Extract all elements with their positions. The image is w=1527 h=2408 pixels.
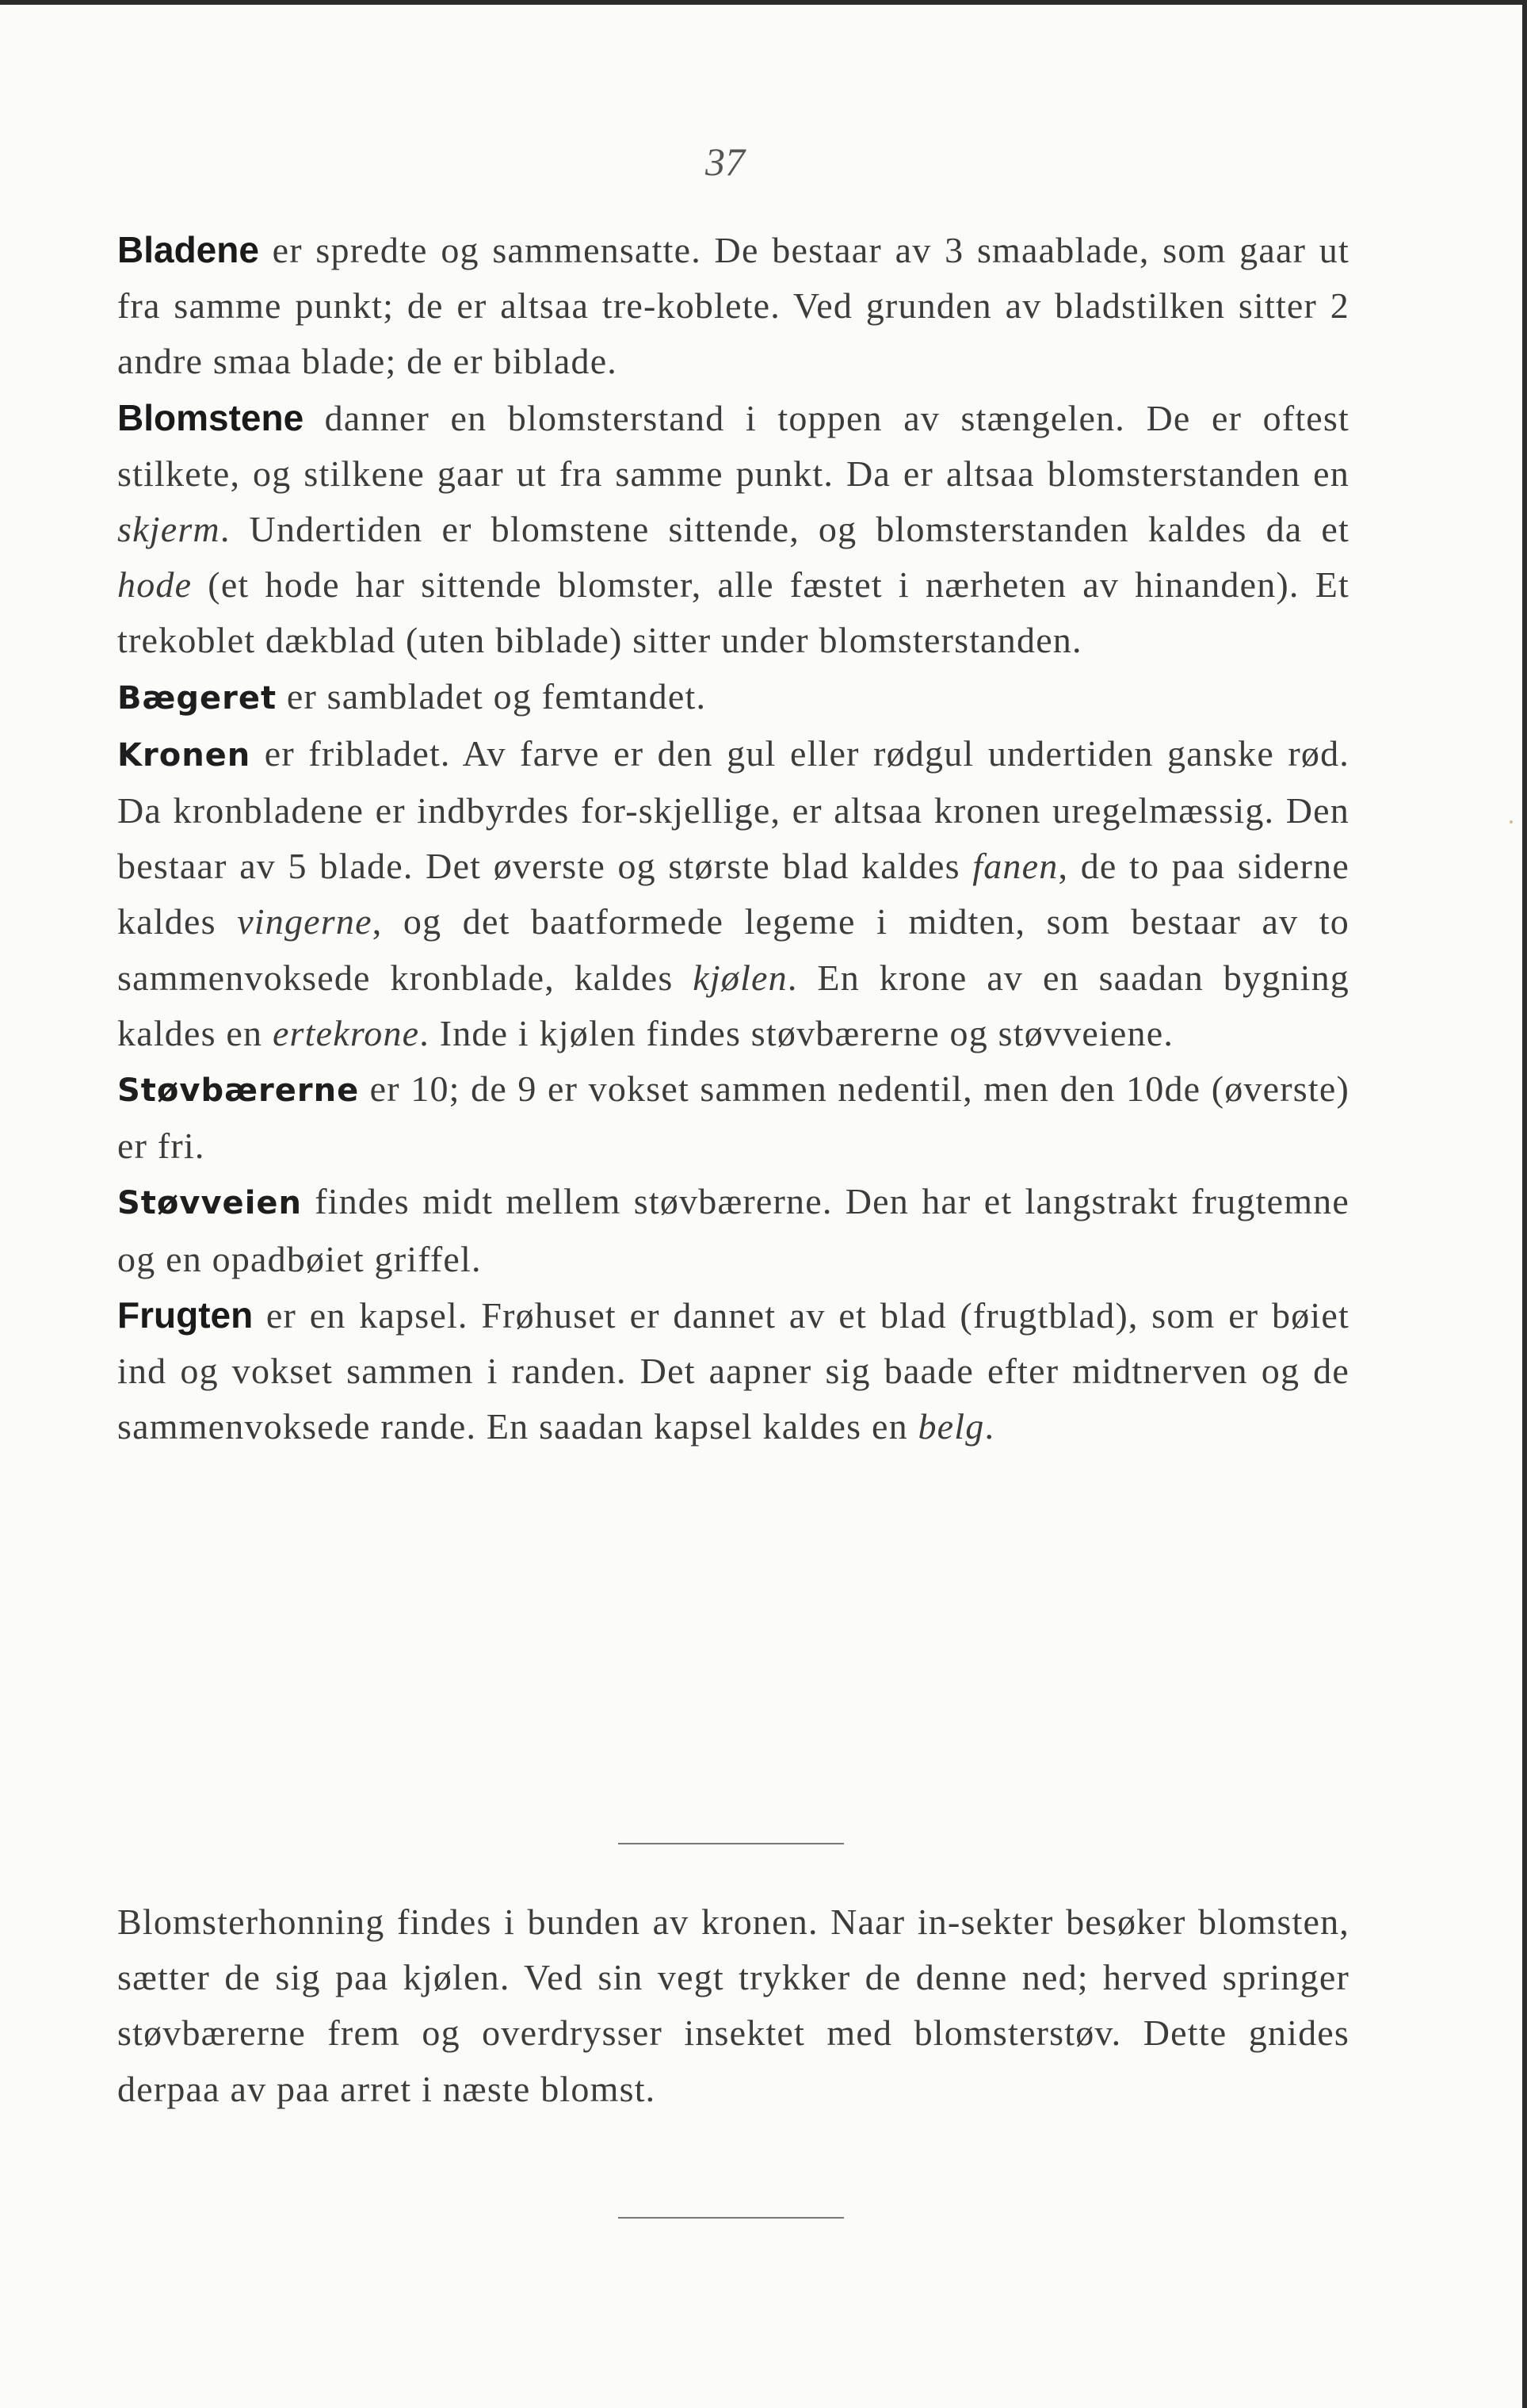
- main-text: [117, 222, 1349, 1454]
- term-fanen: fanen: [972, 846, 1059, 887]
- paragraph-blomstene: [117, 390, 1349, 669]
- keyword-frugten: Frugten: [117, 1294, 254, 1336]
- paragraph-stovveien: [117, 1174, 1349, 1286]
- term-belg: belg: [918, 1406, 985, 1447]
- end-divider: [618, 2217, 844, 2219]
- keyword-stovveien: Støvveien: [117, 1185, 303, 1222]
- keyword-stovbaererne: Støvbærerne: [117, 1072, 360, 1110]
- paragraph-text: er sambladet og femtandet.: [277, 675, 707, 717]
- paragraph-text: er spredte og sammensatte. De bestaar av 3 smaablade, som gaar ut fra samme punkt; de er altsaa tre-koblete. Ved grunden av bladstilken sitter 2 andre smaa blade; de er biblade.: [117, 230, 1349, 382]
- paragraph-text: er fribladet. Av farve er den gul eller rødgul undertiden ganske rød. Da kronbladene er indbyrdes for-skjellige, er altsaa kronen uregelmæssig. Den bestaar av 5 blade. Det øverste og største blad kaldes: [117, 732, 1349, 887]
- term-ertekrone: ertekrone: [272, 1012, 420, 1053]
- paragraph-text: , og det baatformede legeme i midten, som bestaar av to sammenvoksede kronblade, kaldes: [117, 901, 1349, 998]
- paragraph-text: . Inde i kjølen findes støvbærerne og støvveiene.: [419, 1012, 1174, 1053]
- closing-text: [117, 1894, 1349, 2117]
- paragraph-text: (et hode har sittende blomster, alle fæstet i nærheten av hinanden). Et trekoblet dækblad (uten biblade) sitter under blomsterstanden.: [117, 564, 1349, 661]
- section-divider: [618, 1843, 844, 1844]
- page-top-edge: [0, 0, 1527, 5]
- paragraph-text: danner en blomsterstand i toppen av stængelen. De er oftest stilkete, og stilkene gaar ut fra samme punkt. Da er altsaa blomsterstanden en: [117, 397, 1349, 494]
- paragraph-text: .: [984, 1406, 995, 1447]
- paragraph-blomsterhonning: Blomsterhonning findes i bunden av kronen. Naar in-sekter besøker blomsten, sætter de sig paa kjølen. Ved sin vegt trykker de denne ned; herved springer støvbærerne frem og overdrysser insektet med blomsterstøv. Dette gnides derpaa av paa arret i næste blomst.: [117, 1902, 1349, 2109]
- paragraph-baegeret: [117, 669, 1349, 726]
- paragraph-text: findes midt mellem støvbærerne. Den har et langstrakt frugtemne og en opadbøiet griffel.: [117, 1181, 1349, 1279]
- term-hode: hode: [117, 564, 193, 606]
- keyword-kronen: Kronen: [117, 736, 251, 774]
- paper-speck: [1510, 820, 1513, 824]
- paragraph-stovbaererne: [117, 1061, 1349, 1174]
- term-vingerne: vingerne: [237, 901, 372, 942]
- keyword-baegeret: Bægeret: [117, 679, 277, 717]
- paragraph-text: . En krone av en saadan bygning kaldes en: [117, 957, 1349, 1053]
- keyword-blomstene: Blomstene: [117, 396, 304, 438]
- page-right-edge: [1522, 0, 1527, 2408]
- paragraph-bladene: [117, 222, 1349, 390]
- paragraph-kronen: [117, 726, 1349, 1061]
- page-number: 37: [705, 140, 745, 184]
- keyword-bladene: Bladene: [117, 229, 259, 270]
- term-skjerm: skjerm: [117, 509, 220, 550]
- paragraph-text: er en kapsel. Frøhuset er dannet av et blad (frugtblad), som er bøiet ind og vokset sammen i randen. Det aapner sig baade efter midtnerven og de sammenvoksede rande. En saadan kapsel kaldes en: [117, 1294, 1349, 1447]
- term-kjolen: kjølen: [693, 957, 788, 998]
- paragraph-frugten: [117, 1287, 1349, 1455]
- paragraph-text: er 10; de 9 er vokset sammen nedentil, men den 10de (øverste) er fri.: [117, 1068, 1349, 1167]
- paragraph-text: . Undertiden er blomstene sittende, og blomsterstanden kaldes da et: [220, 509, 1349, 550]
- paragraph-text: , de to paa siderne kaldes: [117, 846, 1349, 942]
